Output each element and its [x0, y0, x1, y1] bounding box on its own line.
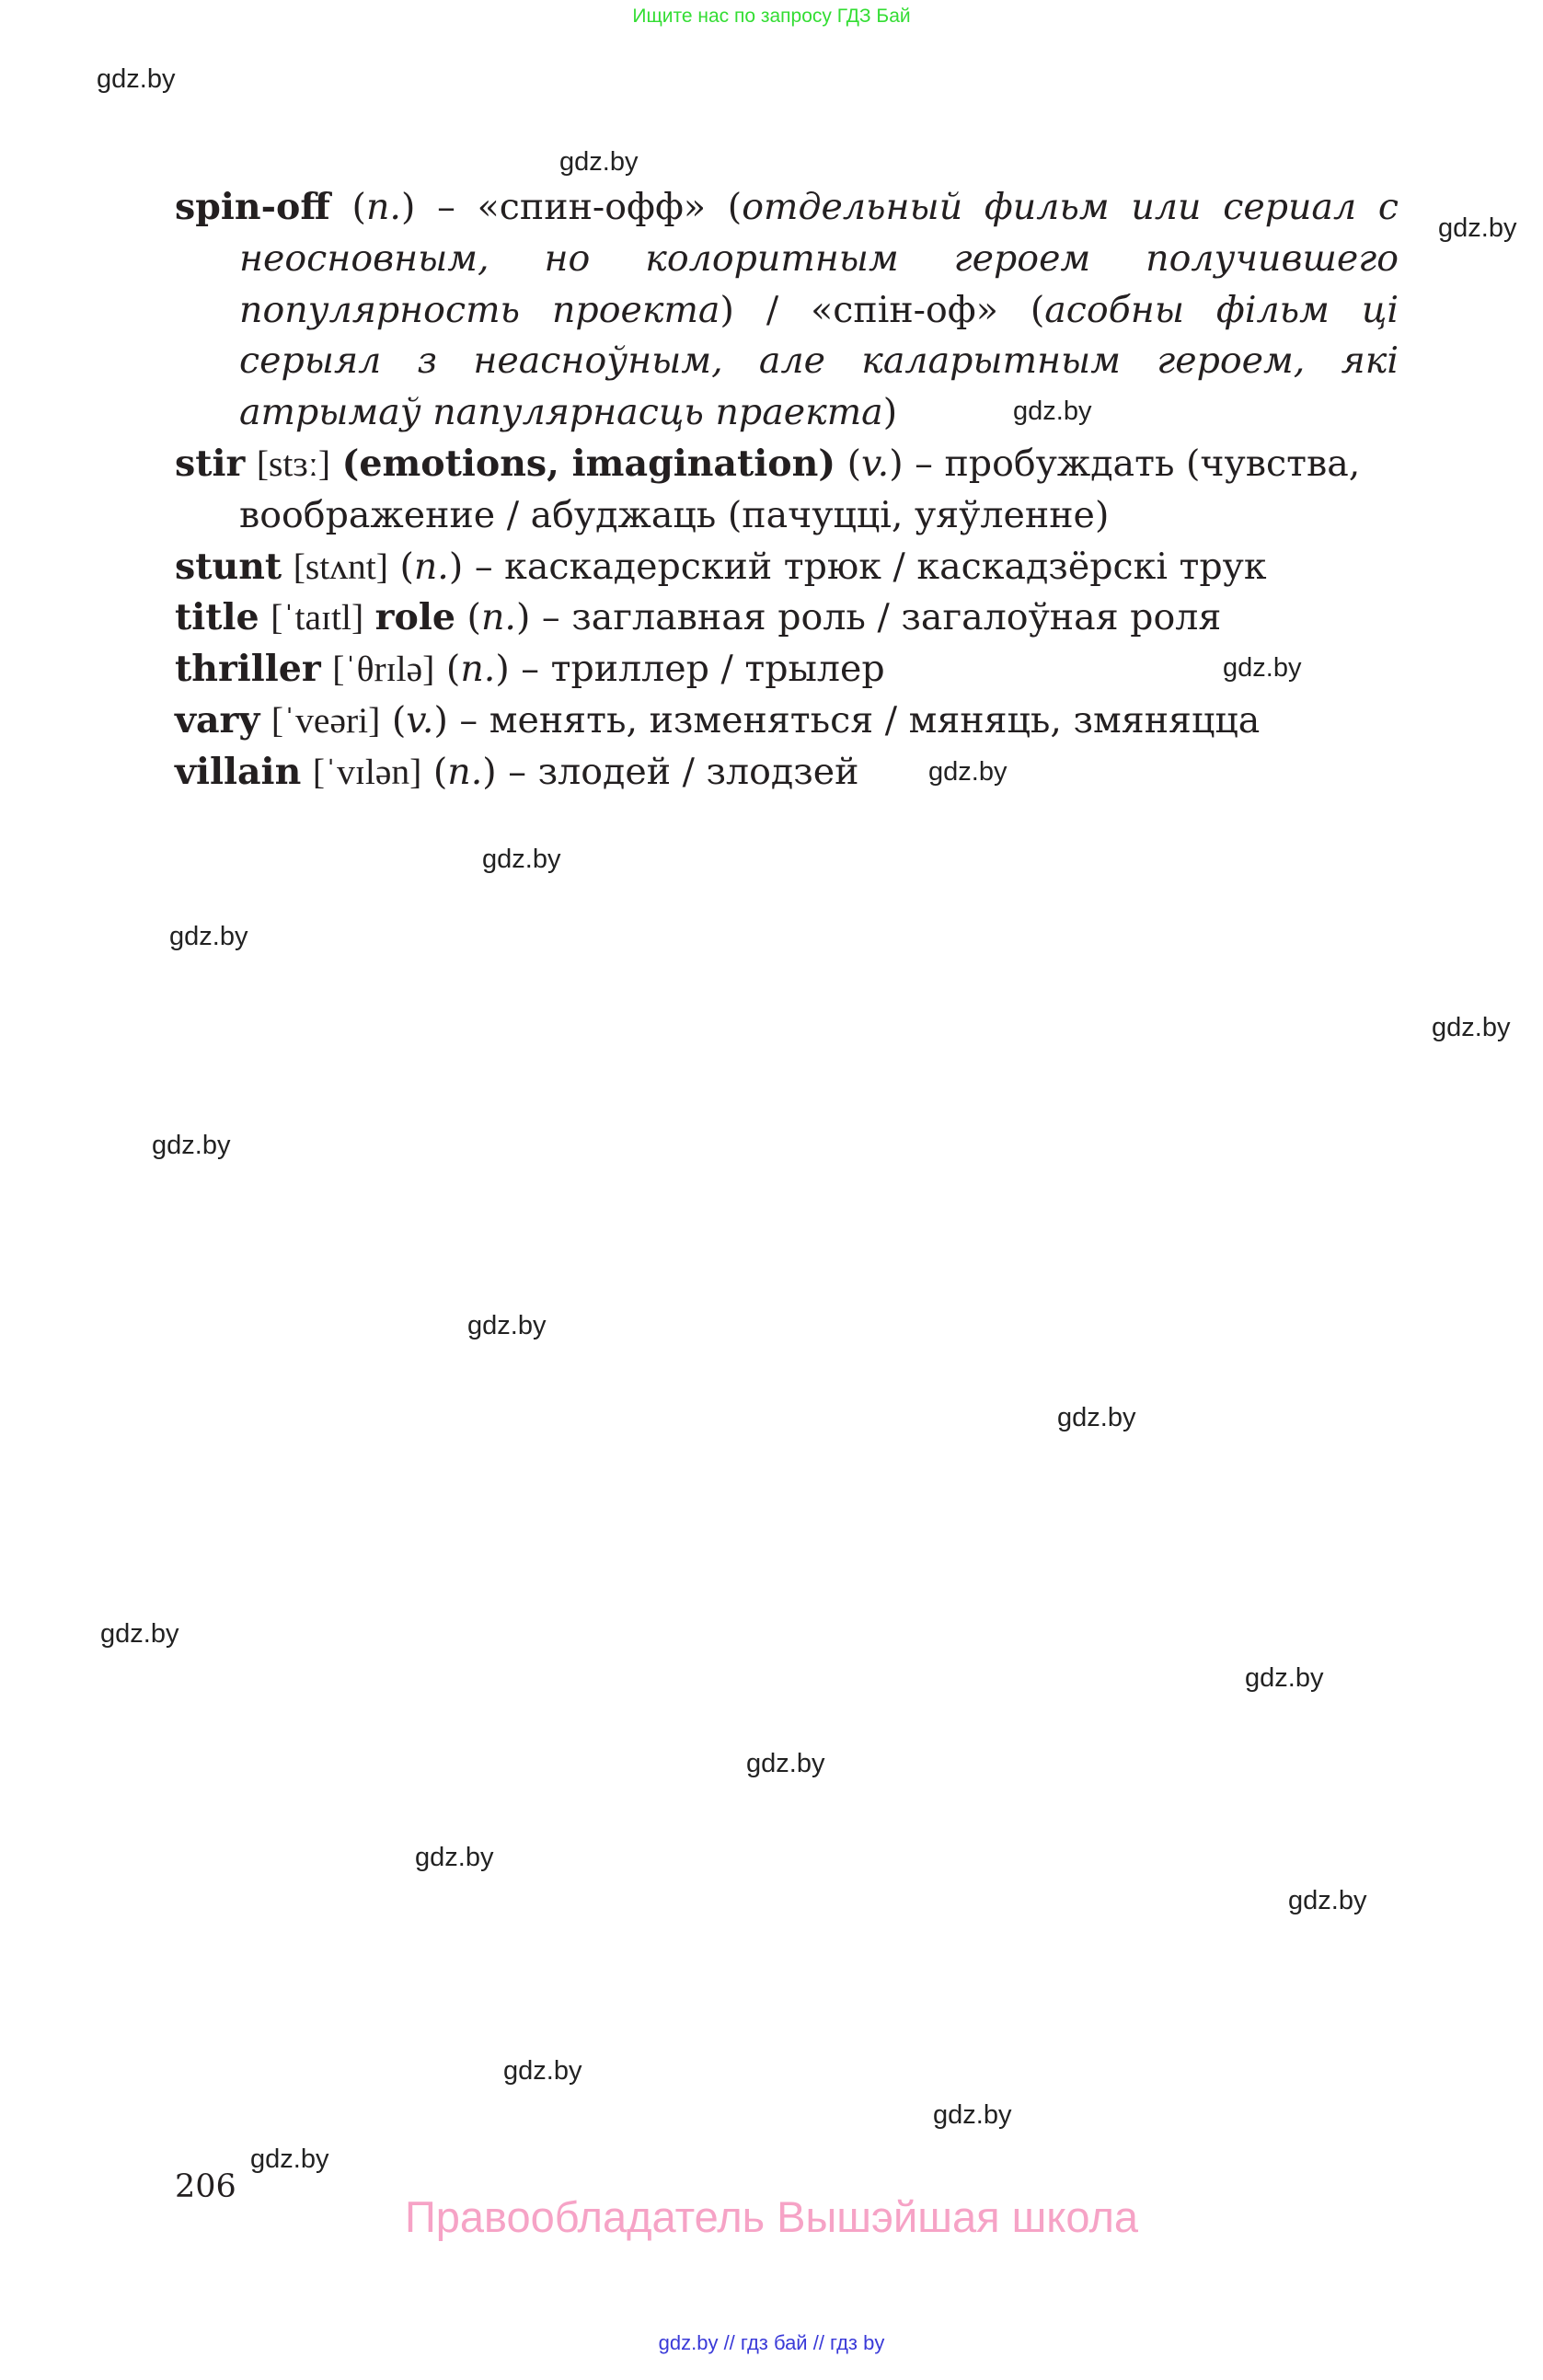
entry-thriller: thriller [ˈθrɪlə] (n.) – триллер / трылер — [175, 648, 885, 691]
translation-be: трылер — [744, 648, 885, 691]
translation-ru: злодей — [537, 750, 672, 793]
watermark: gdz.by — [928, 757, 1008, 787]
watermark: gdz.by — [559, 147, 639, 177]
headword-second: role — [374, 596, 455, 639]
translation-be: абуджаць (пачуцці, уяўленне — [530, 493, 1095, 536]
watermark: gdz.by — [415, 1843, 494, 1872]
headword: thriller — [175, 648, 321, 691]
entry-villain: villain [ˈvɪlən] (n.) – злодей / злодзей — [175, 750, 859, 793]
watermark: gdz.by — [100, 1619, 179, 1649]
headword: stir — [175, 442, 246, 485]
translation-be: злодзей — [706, 750, 859, 793]
watermark: gdz.by — [1223, 653, 1302, 683]
watermark: gdz.by — [933, 2100, 1012, 2130]
entry-stunt: stunt [stʌnt] (n.) – каскадерский трюк / каскадзёрскі трук — [175, 545, 1267, 588]
watermark: gdz.by — [1288, 1886, 1367, 1915]
translation-ru: заглавная роль — [571, 596, 866, 639]
headword: villain — [175, 750, 302, 793]
watermark: gdz.by — [169, 922, 248, 951]
translation-ru: менять, изменяться — [489, 698, 874, 742]
watermark: gdz.by — [1432, 1013, 1511, 1042]
copyright-notice: Правообладатель Вышэйшая школа — [404, 2192, 1139, 2241]
transcription: [ˈveəri] — [271, 699, 381, 741]
translation-ru: пробуждать (чувства, воображение — [239, 442, 1361, 536]
entry-spin-off: spin-off (n.) – «спин-офф» (отдельный фильм или сериал с неосновным, но колоритным героем получившего популярность проекта) / «спін-оф» (асобны фільм ці серыял з неасноўным, але каларытным героем, які атрымаў папулярнасць праекта) — [175, 186, 1399, 434]
watermark: gdz.by — [152, 1131, 231, 1160]
translation-be: мяняць, змяняцца — [908, 698, 1261, 742]
entry-stir: stir [stɜː] (emotions, imagination) (v.) – пробуждать (чувства, воображение / абуджаць (пачуцці, уяўленне) — [175, 442, 1361, 536]
page-number: 206 — [175, 2168, 236, 2205]
headword: stunt — [175, 545, 282, 588]
watermark: gdz.by — [97, 64, 176, 94]
watermark: gdz.by — [1245, 1663, 1324, 1693]
headword: spin-off — [175, 186, 330, 228]
translation-be: загалоўная роля — [901, 596, 1222, 639]
watermark: gdz.by — [482, 845, 561, 874]
translation-ru: каскадерский трюк — [504, 545, 881, 588]
top-banner[interactable]: Ищите нас по запросу ГДЗ Бай — [632, 6, 911, 27]
part-of-speech: n. — [365, 186, 401, 228]
watermark: gdz.by — [250, 2144, 329, 2174]
headword: vary — [175, 698, 260, 742]
watermark: gdz.by — [1438, 213, 1517, 243]
footer-links[interactable]: gdz.by // гдз бай // гдз by — [658, 2331, 885, 2354]
part-of-speech: v. — [406, 698, 434, 742]
watermark: gdz.by — [746, 1749, 825, 1778]
description-ru: отдельный фильм или сериал с неосновным, но колоритным героем получившего популярность проекта — [239, 186, 1399, 331]
description-be: асобны фільм ці серыял з неасноўным, але каларытным героем, які атрымаў папулярнасць праекта — [239, 288, 1399, 434]
watermark: gdz.by — [1013, 397, 1092, 426]
watermark: gdz.by — [1057, 1403, 1136, 1432]
translation-ru: «спин-офф» — [477, 186, 707, 228]
transcription: [stʌnt] — [293, 546, 388, 587]
transcription: [ˈvɪlən] — [312, 751, 422, 792]
headword-phrase: (emotions, imagination) — [341, 442, 836, 485]
part-of-speech: v. — [861, 442, 890, 485]
headword: title — [175, 596, 259, 639]
translation-be: каскадзёрскі трук — [916, 545, 1267, 588]
transcription: [ˈtaɪtl] — [271, 597, 364, 638]
part-of-speech: n. — [413, 545, 449, 588]
translation-be: «спін-оф» — [811, 288, 998, 331]
entry-title-role: title [ˈtaɪtl] role (n.) – заглавная роль / загалоўная роля — [175, 596, 1222, 639]
part-of-speech: n. — [480, 596, 516, 639]
watermark: gdz.by — [467, 1311, 547, 1340]
part-of-speech: n. — [460, 648, 496, 691]
entry-vary: vary [ˈveəri] (v.) – менять, изменяться / мяняць, змяняцца — [175, 698, 1261, 742]
transcription: [ˈθrɪlə] — [332, 649, 435, 690]
translation-ru: триллер — [550, 648, 709, 691]
part-of-speech: n. — [447, 750, 483, 793]
glossary — [175, 182, 1399, 799]
transcription: [stɜː] — [256, 443, 331, 484]
watermark: gdz.by — [503, 2056, 582, 2086]
